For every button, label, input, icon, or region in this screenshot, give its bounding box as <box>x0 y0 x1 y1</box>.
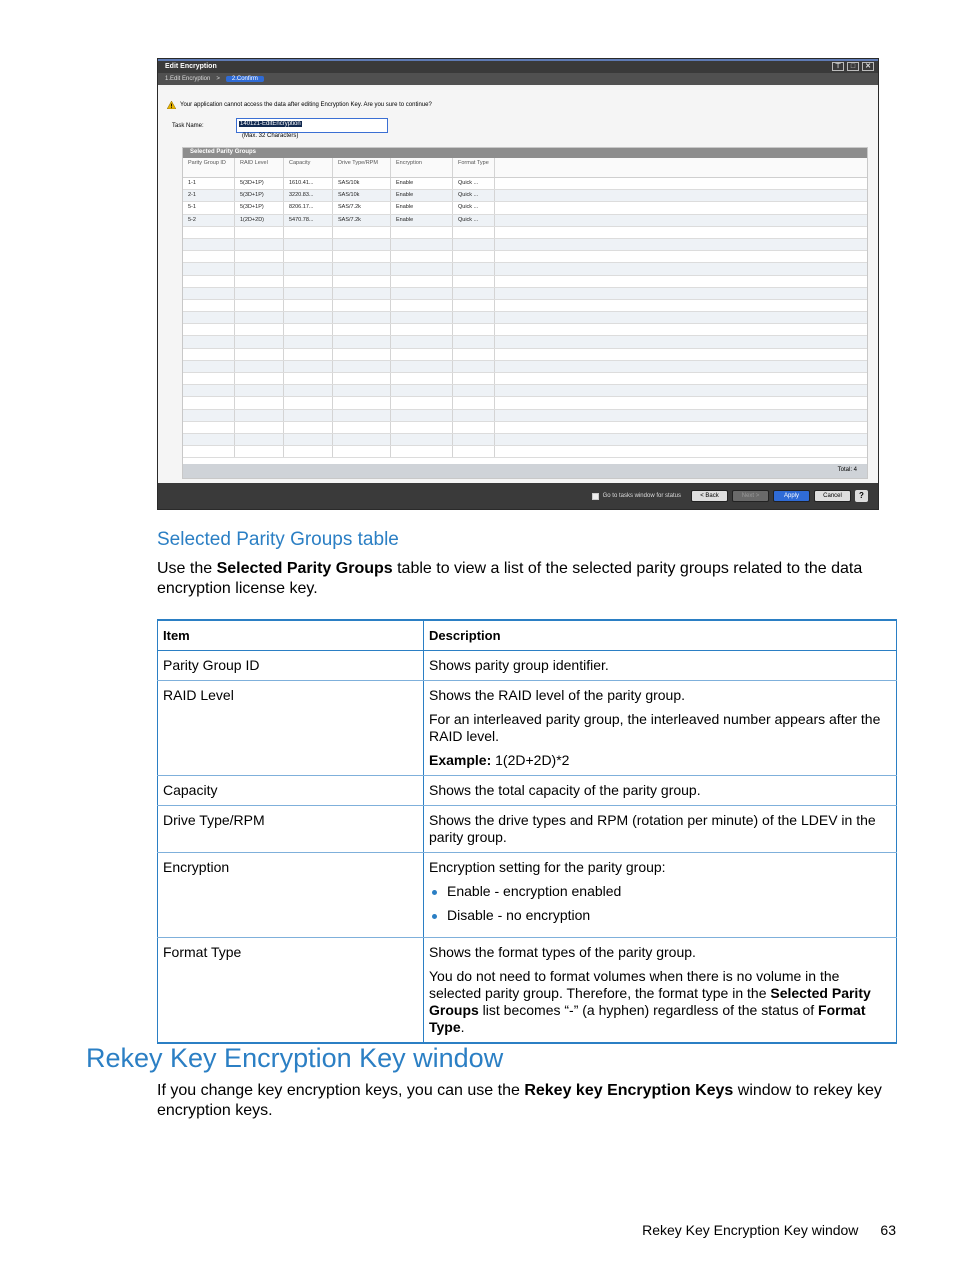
table-row[interactable] <box>183 178 867 190</box>
row-item: Format Type <box>158 938 424 1044</box>
close-icon[interactable]: ✕ <box>862 62 874 71</box>
bullet-item: Enable - encryption enabled <box>429 883 891 900</box>
empty-table-row <box>183 410 867 422</box>
empty-table-row <box>183 251 867 263</box>
section-intro-bold: Selected Parity Groups <box>216 560 393 577</box>
header-item: Item <box>158 620 424 651</box>
cell-drive: SAS/7.2k <box>333 215 391 226</box>
header-description: Description <box>424 620 897 651</box>
table-row <box>158 853 897 938</box>
col-raid-level[interactable]: RAID Level <box>235 158 284 177</box>
cell-encryption: Enable <box>391 178 453 189</box>
table-row <box>158 681 897 776</box>
cancel-button[interactable]: Cancel <box>814 490 851 502</box>
col-format-type[interactable]: Format Type <box>453 158 495 177</box>
parity-groups-header <box>183 158 867 178</box>
col-filler <box>495 158 867 177</box>
empty-table-row <box>183 288 867 300</box>
warning-icon <box>167 101 176 109</box>
table-row <box>158 651 897 681</box>
empty-table-row <box>183 276 867 288</box>
empty-table-row <box>183 434 867 446</box>
cell-encryption: Enable <box>391 190 453 201</box>
empty-table-row <box>183 373 867 385</box>
cell-capacity: 1610.41... <box>284 178 333 189</box>
next-button[interactable]: Next > <box>732 490 769 502</box>
example: Example: 1(2D+2D)*2 <box>429 752 570 768</box>
cell-format: Quick ... <box>453 178 495 189</box>
empty-table-row <box>183 312 867 324</box>
col-parity-group-id[interactable]: Parity Group ID <box>183 158 235 177</box>
empty-table-row <box>183 300 867 312</box>
parity-groups-title: Selected Parity Groups <box>183 148 867 158</box>
cell-format: Quick ... <box>453 202 495 213</box>
table-row[interactable] <box>183 202 867 214</box>
empty-table-row <box>183 422 867 434</box>
task-name-label: Task Name: <box>172 122 204 129</box>
rekey-intro-bold: Rekey key Encryption Keys <box>524 1082 734 1099</box>
back-button[interactable]: < Back <box>691 490 728 502</box>
cell-format: Quick ... <box>453 190 495 201</box>
rekey-intro: If you change key encryption keys, you can use the Rekey key Encryption Keys window to rekey key encryption keys. <box>157 1082 882 1119</box>
selected-parity-groups-panel <box>182 147 868 479</box>
task-name-value: 140121-EditEncryption <box>240 121 301 127</box>
row-item: RAID Level <box>158 681 424 776</box>
empty-table-row <box>183 349 867 361</box>
cell-encryption: Enable <box>391 202 453 213</box>
step-edit-encryption[interactable]: 1.Edit Encryption <box>165 76 211 82</box>
apply-button[interactable]: Apply <box>773 490 810 502</box>
cell-id: 2-1 <box>183 190 235 201</box>
empty-table-row <box>183 361 867 373</box>
empty-table-row <box>183 324 867 336</box>
go-to-tasks-label: Go to tasks window for status <box>602 493 681 499</box>
empty-table-row <box>183 239 867 251</box>
row-item: Capacity <box>158 776 424 806</box>
empty-rows <box>183 227 867 459</box>
cell-raid: 5(3D+1P) <box>235 190 284 201</box>
task-name-row <box>172 118 388 133</box>
row-item: Encryption <box>158 853 424 938</box>
cell-id: 1-1 <box>183 178 235 189</box>
step-separator: > <box>216 76 220 82</box>
pin-icon[interactable]: ⊤ <box>832 62 844 71</box>
cell-capacity: 3220.83... <box>284 190 333 201</box>
parity-groups-footer <box>183 464 867 478</box>
row-description: Shows the drive types and RPM (rotation per minute) of the LDEV in the parity group. <box>424 806 897 853</box>
description-table <box>157 619 897 1044</box>
page-footer <box>642 1222 896 1238</box>
cell-raid: 1(2D+2D) <box>235 215 284 226</box>
cell-drive: SAS/10k <box>333 178 391 189</box>
table-row[interactable] <box>183 215 867 227</box>
cell-id: 5-2 <box>183 215 235 226</box>
empty-table-row <box>183 446 867 458</box>
help-button[interactable]: ? <box>855 490 868 502</box>
empty-table-row <box>183 336 867 348</box>
empty-table-row <box>183 385 867 397</box>
col-encryption[interactable]: Encryption <box>391 158 453 177</box>
row-description: Shows parity group identifier. <box>424 651 897 681</box>
maximize-icon[interactable]: □ <box>847 62 859 71</box>
cell-drive: SAS/7.2k <box>333 202 391 213</box>
window-body <box>158 87 878 483</box>
parity-groups-rows <box>183 178 867 227</box>
total-value: 4 <box>853 467 857 473</box>
page-number: 63 <box>880 1222 896 1238</box>
section-intro: Use the Selected Parity Groups table to view a list of the selected parity groups related to the data encryption license key. <box>157 560 863 597</box>
window-title-bar <box>158 59 878 73</box>
section-heading: Selected Parity Groups table <box>157 529 399 550</box>
go-to-tasks-checkbox[interactable] <box>592 493 599 500</box>
cell-id: 5-1 <box>183 202 235 213</box>
row-description: Shows the RAID level of the parity group. For an interleaved parity group, the interleaved number appears after the RAID level. Example: 1(2D+2D)*2 <box>424 681 897 776</box>
window-title: Edit Encryption <box>165 63 217 70</box>
table-row <box>158 776 897 806</box>
table-row <box>158 938 897 1044</box>
edit-encryption-window <box>157 58 879 510</box>
cell-capacity: 8206.17... <box>284 202 333 213</box>
empty-table-row <box>183 227 867 239</box>
row-item: Parity Group ID <box>158 651 424 681</box>
col-capacity[interactable]: Capacity <box>284 158 333 177</box>
table-header-row <box>158 620 897 651</box>
total-label: Total: <box>837 467 852 473</box>
row-description: Encryption setting for the parity group: Enable - encryption enabled Disable - no encryption <box>424 853 897 938</box>
window-button-bar <box>158 483 878 509</box>
row-description: Shows the total capacity of the parity group. <box>424 776 897 806</box>
wizard-steps <box>158 73 878 85</box>
cell-format: Quick ... <box>453 215 495 226</box>
warning-message <box>167 101 432 109</box>
step-confirm[interactable]: 2.Confirm <box>226 76 264 82</box>
bullet-item: Disable - no encryption <box>429 907 891 924</box>
bullet-icon <box>432 890 437 895</box>
table-row <box>158 806 897 853</box>
task-name-input[interactable] <box>236 118 388 133</box>
cell-drive: SAS/10k <box>333 190 391 201</box>
footer-title: Rekey Key Encryption Key window <box>642 1222 859 1238</box>
cell-raid: 5(3D+1P) <box>235 178 284 189</box>
cell-encryption: Enable <box>391 215 453 226</box>
col-drive-type[interactable]: Drive Type/RPM <box>333 158 391 177</box>
warning-text: Your application cannot access the data after editing Encryption Key. Are you sure to continue? <box>180 102 432 108</box>
table-row[interactable] <box>183 190 867 202</box>
task-name-hint: (Max. 32 Characters) <box>242 133 299 139</box>
row-item: Drive Type/RPM <box>158 806 424 853</box>
rekey-heading: Rekey Key Encryption Key window <box>86 1043 504 1073</box>
empty-table-row <box>183 263 867 275</box>
cell-capacity: 5470.78... <box>284 215 333 226</box>
cell-raid: 5(3D+1P) <box>235 202 284 213</box>
empty-table-row <box>183 397 867 409</box>
row-description: Shows the format types of the parity group. You do not need to format volumes when there is no volume in the selected parity group. Therefore, the format type in the Selected Parity Groups list becomes “-” (a hyphen) regardless of the status of Format Type. <box>424 938 897 1044</box>
bullet-icon <box>432 914 437 919</box>
